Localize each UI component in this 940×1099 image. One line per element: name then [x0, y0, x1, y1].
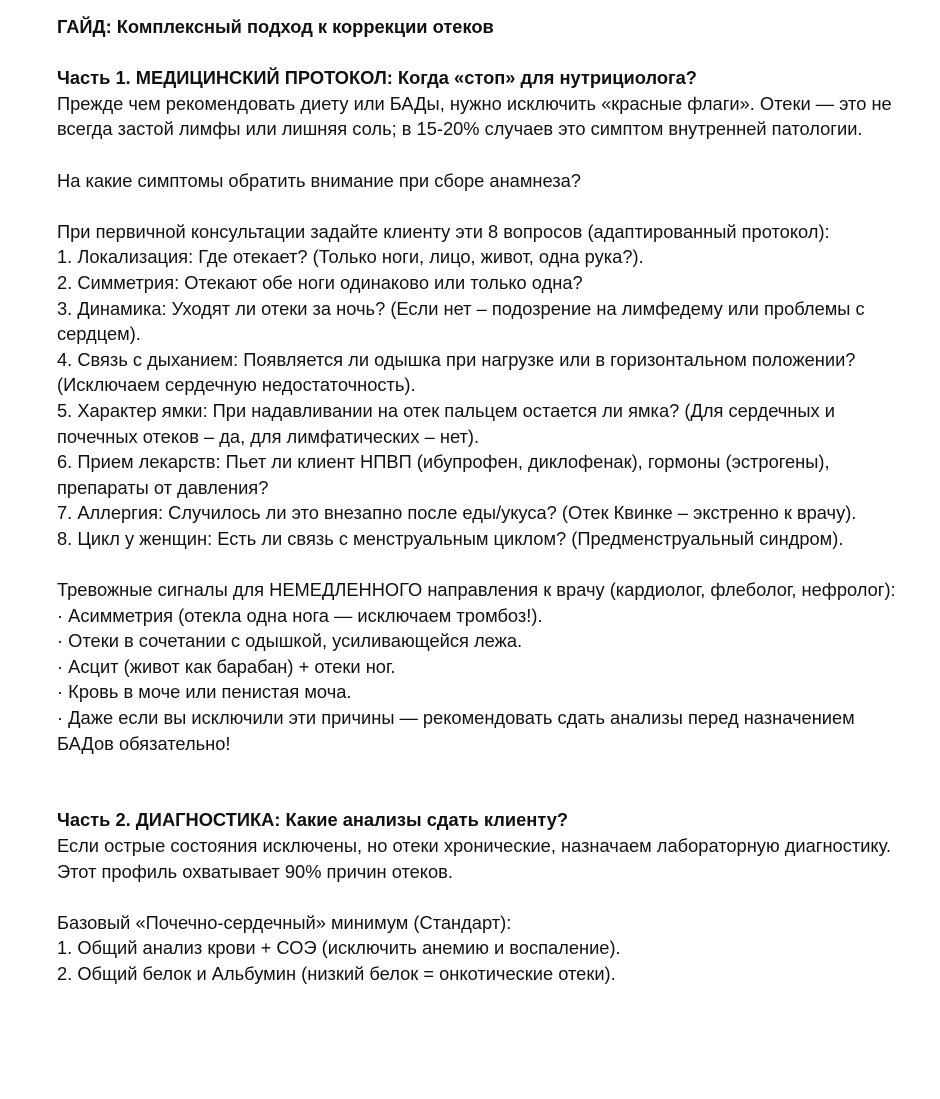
part1-heading: Часть 1. МЕДИЦИНСКИЙ ПРОТОКОЛ: Когда «стоп» для нутрициолога? — [57, 67, 697, 89]
question-item: 2. Симметрия: Отекают обе ноги одинаково или только одна? — [57, 271, 583, 293]
document-title: ГАЙД: Комплексный подход к коррекции отеков — [57, 16, 494, 37]
alarm-item: · Асимметрия (отекла одна нога — исключаем тромбоз!). — [57, 604, 543, 626]
alarm-item: · Отеки в сочетании с одышкой, усиливающейся лежа. — [57, 630, 523, 652]
question-item: 1. Локализация: Где отекает? (Только ноги, лицо, живот, одна рука?). — [57, 246, 644, 268]
part1-intro: Прежде чем рекомендовать диету или БАДы, нужно исключить «красные флаги». Отеки — это не всегда застой лимфы или лишняя соль; в 15-20% случаев это симптом внутренней патологии. — [57, 92, 892, 140]
spacer — [57, 756, 897, 807]
alarms-intro: Тревожные сигналы для НЕМЕДЛЕННОГО направления к врачу (кардиолог, флеболог, нефролог): — [57, 579, 896, 601]
analysis-item: 1. Общий анализ крови + СОЭ (исключить анемию и воспаление). — [57, 937, 621, 959]
part2-intro: Если острые состояния исключены, но отеки хронические, назначаем лабораторную диагностику. Этот профиль охватывает 90% причин отеков. — [57, 835, 892, 882]
part1-question: На какие симптомы обратить внимание при сборе анамнеза? — [57, 169, 581, 191]
alarm-item: · Даже если вы исключили эти причины — рекомендовать сдать анализы перед назначением БАДов обязательно! — [57, 707, 855, 754]
spacer — [57, 551, 897, 577]
spacer — [57, 142, 897, 168]
spacer — [57, 40, 897, 66]
question-item: 6. Прием лекарств: Пьет ли клиент НПВП (ибупрофен, диклофенак), гормоны (эстрогены), препараты от давления? — [57, 451, 830, 498]
question-item: 5. Характер ямки: При надавливании на отек пальцем остается ли ямка? (Для сердечных и почечных отеков – да, для лимфатических – нет). — [57, 399, 835, 447]
questions-intro: При первичной консультации задайте клиенту эти 8 вопросов (адаптированный протокол): — [57, 220, 830, 242]
alarm-item: · Кровь в моче или пенистая моча. — [57, 681, 352, 703]
minimum-intro: Базовый «Почечно-сердечный» минимум (Стандарт): — [57, 911, 512, 933]
spacer — [57, 884, 897, 910]
question-item: 8. Цикл у женщин: Есть ли связь с менструальным циклом? (Предменструальный синдром). — [57, 527, 844, 549]
part2-heading: Часть 2. ДИАГНОСТИКА: Какие анализы сдать клиенту? — [57, 809, 569, 831]
question-item: 7. Аллергия: Случилось ли это внезапно после еды/укуса? (Отек Квинке – экстренно к врачу). — [57, 502, 857, 524]
document-body — [57, 14, 897, 987]
question-item: 3. Динамика: Уходят ли отеки за ночь? (Если нет – подозрение на лимфедему или проблемы с сердцем). — [57, 297, 865, 345]
analysis-item: 2. Общий белок и Альбумин (низкий белок = онкотические отеки). — [57, 962, 616, 984]
question-item: 4. Связь с дыханием: Появляется ли одышка при нагрузке или в горизонтальном положении? (Исключаем сердечную недостаточность). — [57, 348, 856, 396]
spacer — [57, 193, 897, 219]
alarm-item: · Асцит (живот как барабан) + отеки ног. — [57, 655, 396, 677]
